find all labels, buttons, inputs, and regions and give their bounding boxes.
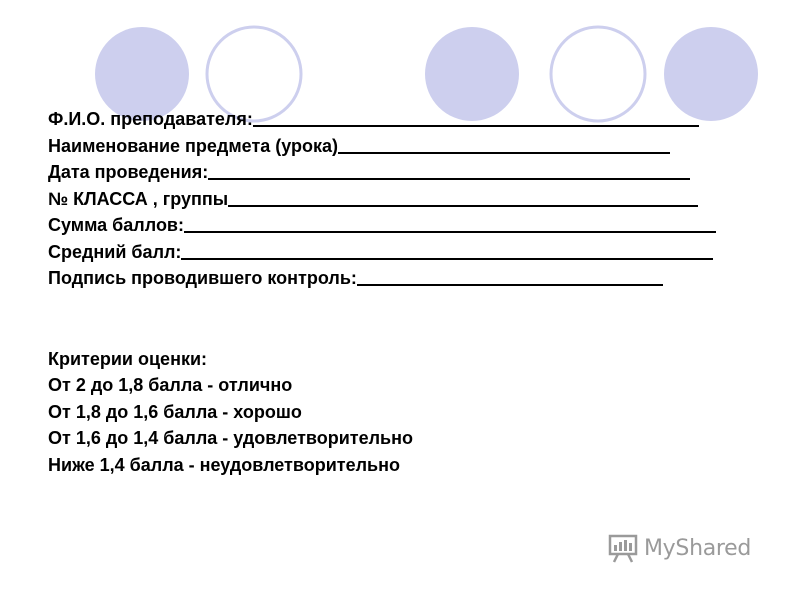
- field-label: Дата проведения:: [48, 162, 209, 182]
- field-teacher-name: [48, 106, 768, 133]
- criteria-item: От 1,8 до 1,6 балла - хорошо: [48, 401, 302, 422]
- fill-blank: [184, 215, 716, 233]
- field-label: Подпись проводившего контроль:: [48, 268, 357, 288]
- field-average-score: [48, 239, 768, 266]
- spacer: [48, 292, 768, 346]
- field-subject-name: [48, 133, 768, 160]
- field-label: Ф.И.О. преподавателя:: [48, 109, 253, 129]
- watermark-text: MyShared: [644, 535, 752, 561]
- fill-blank: [181, 242, 713, 260]
- fill-blank: [228, 189, 698, 207]
- fill-blank: [338, 136, 670, 154]
- field-label: Средний балл:: [48, 241, 182, 262]
- field-label: № КЛАССА , группы: [48, 188, 229, 209]
- fill-blank: [253, 109, 699, 127]
- fill-blank: [208, 162, 690, 180]
- presentation-board-icon: [608, 533, 640, 563]
- criteria-heading: Критерии оценки:: [48, 348, 208, 369]
- field-class-group: [48, 186, 768, 213]
- field-date: [48, 159, 768, 186]
- criteria-item: От 2 до 1,8 балла - отлично: [48, 375, 293, 395]
- criteria-item: От 1,6 до 1,4 балла - удовлетворительно: [48, 428, 413, 448]
- field-label: Сумма баллов:: [48, 215, 184, 235]
- criteria-item: Ниже 1,4 балла - неудовлетворительно: [48, 454, 400, 475]
- field-score-sum: [48, 212, 768, 239]
- field-signature: [48, 265, 768, 292]
- field-label: Наименование предмета (урока): [48, 135, 339, 156]
- myshared-watermark: [608, 533, 751, 563]
- fill-blank: [357, 268, 663, 286]
- form-block: [48, 106, 768, 478]
